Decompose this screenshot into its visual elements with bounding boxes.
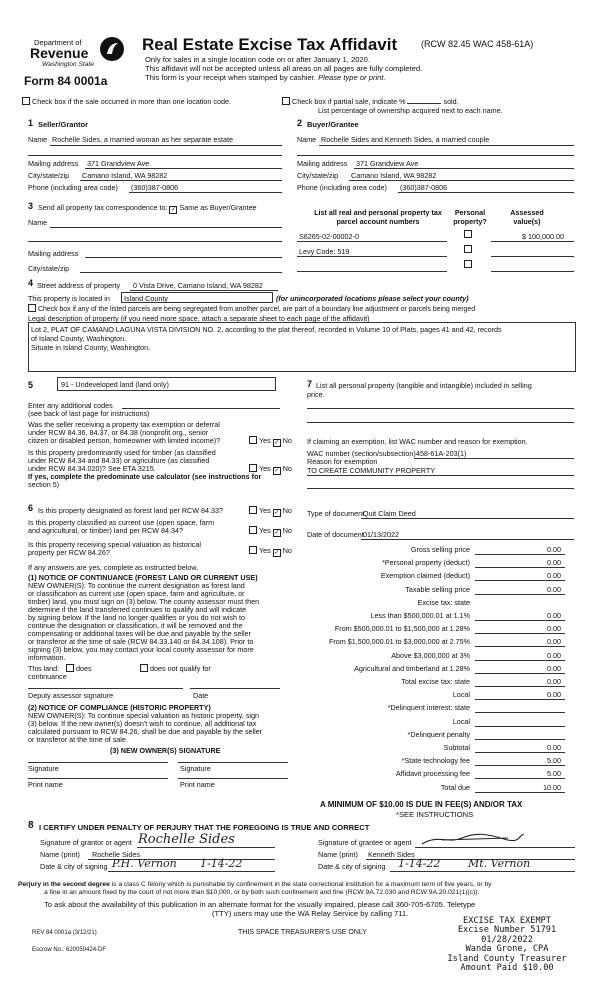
notice-1-line: continue the designation or classification, it will be removed and the xyxy=(28,621,243,630)
notice-1-line: timber) land, you must sign on (3) below. The county assessor must then xyxy=(28,597,260,606)
grantor-name-label: Name (print) xyxy=(40,850,80,859)
tax-row-label: *Delinquent penalty xyxy=(407,729,470,739)
seller-mail-label: Mailing address xyxy=(28,159,79,168)
historic-yes-no[interactable]: Yes ✓ No xyxy=(249,546,292,557)
land-use-value: 91 - Undeveloped land (land only) xyxy=(61,380,169,389)
timber-q-2: under RCW 84.34 and 84.33) or agriculture (as classified xyxy=(28,456,210,465)
header-note-1: Only for sales in a single location code on or after January 1, 2020. xyxy=(145,55,370,64)
codes-label-1: Enter any additional codes xyxy=(28,401,113,410)
timber-yes-no[interactable]: Yes ✓ No xyxy=(249,464,292,475)
tax-row-label: Affidavit processing fee xyxy=(395,769,470,779)
grantor-sig-label: Signature of grantor or agent xyxy=(40,838,132,847)
tax-row-label: *Personal property (deduct) xyxy=(382,558,470,568)
section-5-number: 5 xyxy=(28,380,34,390)
parcel-number[interactable]: Levy Code: 519 xyxy=(299,247,350,256)
assessed-value[interactable]: $ 100,000.00 xyxy=(522,232,564,241)
grantee-signature-scribble[interactable] xyxy=(418,830,528,848)
tax-row-label: Total excise tax: state xyxy=(401,677,470,686)
stamp-line: 01/28/2022 xyxy=(481,934,533,945)
section-2-number: 2 xyxy=(297,118,303,128)
tax-row-rule xyxy=(475,752,565,753)
tax-row-label: *State technology fee xyxy=(401,756,470,766)
timber-q-5: section 5) xyxy=(28,480,60,489)
notice-2-line: or transferor at the time of sale. xyxy=(28,735,128,744)
section-1-number: 1 xyxy=(28,118,34,128)
tax-row-label: Total due xyxy=(440,782,470,792)
section-7-text-2: price. xyxy=(307,390,325,399)
tax-row-label: Agricultural and timberland at 1.28% xyxy=(354,663,470,673)
tax-row-value[interactable]: 5.00 xyxy=(547,769,561,779)
tax-row-rule xyxy=(475,739,565,740)
form-statute: (RCW 82.45 WAC 458-61A) xyxy=(421,39,534,49)
treasurer-use: THIS SPACE TREASURER'S USE ONLY xyxy=(238,929,367,936)
tax-row-rule xyxy=(475,633,565,634)
section-7-number: 7 xyxy=(307,379,313,389)
perjury-line-3: To ask about the availability of this publication in an alternate format for the visually impaired, please call 360-705-6705. Teletype xyxy=(44,900,476,909)
tax-row-value[interactable]: 0.00 xyxy=(547,584,561,594)
tax-row-value[interactable]: 0.00 xyxy=(547,624,561,634)
continuance-label: continuance xyxy=(28,672,67,681)
escrow-number: Escrow No.: 620050424-DF xyxy=(32,947,107,953)
codes-label-2: (see back of last page for instructions) xyxy=(28,409,150,418)
tax-row-label: Gross selling price xyxy=(410,545,470,554)
tax-row-rule xyxy=(475,673,565,674)
perjury-line-1: Perjury in the second degree is a class C felony which is punishable by confinement in the state correctional institution for a maximum term of five years, or by xyxy=(18,881,492,888)
tax-row-value[interactable]: 5.00 xyxy=(547,756,561,766)
this-land-label: This land: xyxy=(28,664,60,673)
tax-row-rule xyxy=(475,594,565,595)
does-not-checkbox[interactable]: does not qualify for xyxy=(140,664,211,673)
tax-row-value[interactable]: 0.00 xyxy=(547,690,561,700)
forest-question: Is this property designated as forest land per RCW 84.33? xyxy=(38,506,223,515)
doc-type-label: Type of document xyxy=(307,509,365,518)
stamp-line: Amount Paid $10.00 xyxy=(460,963,554,974)
correspondence-line: Send all property tax correspondence to: ✓ Same as Buyer/Grantee xyxy=(38,203,257,213)
reason-value[interactable]: TO CREATE COMMUNITY PROPERTY xyxy=(307,466,436,475)
grantor-date[interactable]: 1-14-22 xyxy=(200,857,243,870)
grantor-date-label: Date & city of signing xyxy=(40,862,108,871)
county-value: Island County xyxy=(124,294,168,303)
deputy-sig-label: Deputy assessor signature xyxy=(28,691,114,700)
personal-header: Personal property? xyxy=(453,208,487,226)
tax-row-rule xyxy=(475,554,565,555)
grantor-city[interactable]: P.H. Vernon xyxy=(112,857,177,870)
timber-q-3: under RCW 84.34.020)? See ETA 3215. xyxy=(28,464,156,473)
tax-row-rule xyxy=(475,620,565,621)
tax-row-label: Less than $500,000.01 at 1.1% xyxy=(370,611,470,620)
notice-2-line: NEW OWNER(S): To continue special valuation as historic property, sign xyxy=(28,711,260,720)
notice-1-line: by signing below. If the land no longer qualifies or you do not wish to xyxy=(28,613,245,622)
tax-row-label: Exemption claimed (deduct) xyxy=(380,571,470,581)
tax-row-rule xyxy=(475,765,565,766)
legal-line-1: Lot 2, PLAT OF CAMANO LAGUNA VISTA DIVISION NO. 2, according to the plat thereof, recorded in Volume 10 of Plats, pages 41 and 42, records xyxy=(31,325,502,334)
perjury-line-4: (TTY) users may use the WA Relay Service by calling 711. xyxy=(212,909,409,918)
tax-row-label: Local xyxy=(452,690,470,700)
notice-2-line: calculated pursuant to RCW 84.26, shall be due and payable by the seller xyxy=(28,727,263,736)
timber-q-4: If yes, complete the predominate use calculator (see instructions for xyxy=(28,472,262,481)
dept-line: Department of xyxy=(34,38,82,47)
tax-row-value[interactable]: 0.00 xyxy=(547,677,561,686)
tax-row-label: Local xyxy=(452,716,470,726)
parcel-number[interactable]: S6265-02-00002-0 xyxy=(299,232,359,241)
buyer-phone-label: Phone (including area code) xyxy=(297,183,387,192)
buyer-phone[interactable]: (360)387-0806 xyxy=(400,183,448,192)
seller-phone[interactable]: (360)387-0806 xyxy=(131,183,179,192)
street-address[interactable]: 0 Vista Drive, Camano Island, WA 98282 xyxy=(133,281,263,290)
county-select[interactable] xyxy=(121,292,273,303)
seller-name-label: Name xyxy=(28,135,48,144)
exempt-yes-no[interactable]: Yes ✓ No xyxy=(249,436,292,447)
county-note: (for unincorporated locations please select your county) xyxy=(276,294,469,303)
header-note-2: This affidavit will not be accepted unless all areas on all pages are fully completed. xyxy=(145,64,423,73)
same-as-checkbox[interactable]: ✓ xyxy=(170,207,176,213)
perjury-line-2: a fine in an amount fixed by the court of not more than $10,000, or by both such confinement and fine (RCW 9A.72.030 and RCW 9A.20.021(1)(c)). xyxy=(44,889,480,896)
corr-mail-label: Mailing address xyxy=(28,249,79,258)
current-use-q-2: and agricultural, or timber) land per RCW 84.34? xyxy=(28,526,184,535)
notice-2-line: (3) below. If the new owner(s) doesn't wish to continue, all additional tax xyxy=(28,719,257,728)
tax-row-rule xyxy=(475,686,565,687)
notice-1-line: NEW OWNER(S): To continue the current designation as forest land xyxy=(28,581,245,590)
stamp-line: Wanda Grone, CPA xyxy=(465,944,549,955)
notice-1-line: signing (3) below, you may contact your local county assessor for more xyxy=(28,645,254,654)
tax-row-value[interactable]: 0.00 xyxy=(547,571,561,581)
buyer-mail[interactable]: 371 Grandview Ave xyxy=(356,159,419,168)
doc-date-label: Date of document xyxy=(307,530,364,539)
segregated-checkbox[interactable]: Check box if any of the listed parcels are being segregated from another parcel, are part of a boundary line adjustment or parcels being merged xyxy=(28,304,475,313)
seller-mail[interactable]: 371 Grandview Ave xyxy=(87,159,150,168)
street-address-label: Street address of property xyxy=(37,281,121,290)
notice-1-title: (1) NOTICE OF CONTINUANCE (FOREST LAND OR CURRENT USE) xyxy=(28,573,258,582)
buyer-city[interactable]: Camano Island, WA 98282 xyxy=(351,171,437,180)
personal-checkbox[interactable] xyxy=(464,245,472,253)
tax-row-value[interactable]: 0.00 xyxy=(547,545,561,554)
stamp-line: Island County Treasurer xyxy=(447,953,567,964)
washington-state: Washington State xyxy=(42,61,94,68)
personal-checkbox[interactable] xyxy=(464,230,472,238)
forest-yes-no[interactable]: Yes ✓ No xyxy=(249,506,292,517)
tax-row-label: From $1,500,000.01 to $3,000,000 at 2.75% xyxy=(328,637,470,647)
timber-q-1: Is this property predominantly used for timber (as classified xyxy=(28,448,216,457)
form-number: Form 84 0001a xyxy=(24,74,108,88)
grantee-date[interactable]: 1-14-22 xyxy=(398,857,441,870)
legal-description-box[interactable] xyxy=(28,322,576,372)
revenue-logo-icon xyxy=(99,36,125,62)
notice-1-line: or classification as current use (open space, farm and agriculture, or xyxy=(28,589,245,598)
checkbox-icon xyxy=(282,97,290,105)
wac-label: WAC number (section/subsection) xyxy=(307,449,416,458)
tax-row-rule xyxy=(475,792,565,793)
exempt-q-1: Was the seller receiving a property tax exemption or deferral xyxy=(28,420,220,429)
grantee-name[interactable]: Kenneth Sides xyxy=(368,850,415,859)
current-use-yes-no[interactable]: Yes ✓ No xyxy=(249,526,292,537)
buyer-city-label: City/state/zip xyxy=(297,171,339,180)
new-owner-sig-label: Signature xyxy=(28,764,59,773)
tax-row-value[interactable]: 0.00 xyxy=(547,650,561,660)
notice-1-line: information. xyxy=(28,653,66,662)
tax-row-rule xyxy=(475,660,565,661)
tax-row-value[interactable]: 0.00 xyxy=(547,558,561,568)
grantee-date-label: Date & city of signing xyxy=(318,862,386,871)
notice-1-line: or transferor at the time of sale (RCW 84.33.140 or 84.34.108). Prior to xyxy=(28,637,254,646)
tax-row-label: Subtotal xyxy=(443,743,470,752)
grantee-name-label: Name (print) xyxy=(318,850,358,859)
checkbox-icon xyxy=(22,97,30,105)
exempt-q-3: citizen or disabled person, homeowner with limited income)? xyxy=(28,436,221,445)
assessed-header: Assessed value(s) xyxy=(510,208,544,226)
tax-row-rule xyxy=(475,567,565,568)
certify-text: I CERTIFY UNDER PENALTY OF PERJURY THAT THE FOREGOING IS TRUE AND CORRECT xyxy=(39,823,370,832)
seller-name[interactable]: Rochelle Sides, a married woman as her separate estate xyxy=(52,135,233,144)
deputy-date-label: Date xyxy=(193,691,209,700)
tax-row-label: *Delinquent interest: state xyxy=(387,703,470,713)
legal-line-3: Situate in Island County, Washington. xyxy=(31,343,151,352)
seller-city-label: City/state/zip xyxy=(28,171,70,180)
revenue-wordmark: Revenue xyxy=(30,45,89,61)
tax-row-value[interactable]: 10.00 xyxy=(543,782,561,792)
tax-row-value[interactable]: 0.00 xyxy=(547,637,561,647)
stamp-line: Excise Number 51791 xyxy=(457,925,557,936)
historic-q-1: Is this property receiving special valuation as historical xyxy=(28,540,201,549)
partial-sale-checkbox[interactable]: Check box if partial sale, indicate % sold. xyxy=(282,97,459,106)
section-4-number: 4 xyxy=(28,278,34,288)
claim-label: If claiming an exemption, list WAC number and reason for exemption. xyxy=(307,437,528,446)
tax-row-rule xyxy=(475,726,565,727)
checkbox-icon xyxy=(28,304,36,312)
new-owner-print-label: Print name xyxy=(28,780,63,789)
historic-q-2: property per RCW 84.26? xyxy=(28,548,110,557)
buyer-name-label: Name xyxy=(297,135,317,144)
does-checkbox[interactable]: does xyxy=(66,664,92,673)
section-7-text-1: List all personal property (tangible and intangible) included in selling xyxy=(316,381,532,390)
tax-row-value[interactable]: 0.00 xyxy=(547,611,561,620)
minimum-notice: A MINIMUM OF $10.00 IS DUE IN FEE(S) AND/OR TAX xyxy=(320,800,523,809)
answers-note: If any answers are yes, complete as instructed below. xyxy=(28,563,199,572)
current-use-q-1: Is this property classified as current use (open space, farm xyxy=(28,518,215,527)
form-title: Real Estate Excise Tax Affidavit xyxy=(142,35,398,54)
land-use-select[interactable] xyxy=(57,377,276,391)
multi-location-checkbox[interactable]: Check box if the sale occurred in more than one location code. xyxy=(22,97,231,106)
reason-label: Reason for exemption xyxy=(307,457,378,466)
buyer-mail-label: Mailing address xyxy=(297,159,348,168)
section-8-number: 8 xyxy=(28,820,34,831)
tax-row-value[interactable]: 0.00 xyxy=(547,743,561,752)
legal-line-2: of Island County, Washington. xyxy=(31,334,127,343)
tax-row-rule xyxy=(475,712,565,713)
notice-1-line: determine if the land transferred continues to qualify and will indicate xyxy=(28,605,247,614)
parcel-header: List all real and personal property tax parcel account numbers xyxy=(314,208,442,226)
corr-city-label: City/state/zip xyxy=(28,264,70,273)
corr-name-label: Name xyxy=(28,218,48,227)
buyer-heading: Buyer/Grantee xyxy=(307,120,359,129)
tax-row-rule xyxy=(475,646,565,647)
tax-row-label: Excise tax: state xyxy=(417,597,470,607)
tax-row-label: Above $3,000,000 at 3% xyxy=(391,650,470,660)
seller-city[interactable]: Camano Island, WA 98282 xyxy=(82,171,168,180)
seller-heading: Seller/Grantor xyxy=(38,120,89,129)
tax-row-label: From $500,000.01 to $1,500,000 at 1.28% xyxy=(334,624,470,634)
partial-sale-note: List percentage of ownership acquired next to each name. xyxy=(318,106,503,115)
doc-type-value[interactable]: Quit Claim Deed xyxy=(363,509,416,518)
rev-number: REV 84 0001a (3/12/21) xyxy=(32,930,97,936)
notice-3-title: (3) NEW OWNER(S) SIGNATURE xyxy=(110,746,221,755)
grantor-signature[interactable]: Rochelle Sides xyxy=(138,832,235,847)
stamp-line: EXCISE TAX EXEMPT xyxy=(463,916,551,926)
grantee-city[interactable]: Mt. Vernon xyxy=(468,857,531,870)
notice-2-title: (2) NOTICE OF COMPLIANCE (HISTORIC PROPERTY) xyxy=(28,703,211,712)
wac-number[interactable]: 458-61A-203(1) xyxy=(416,449,467,458)
exempt-q-2: under RCW 84.36, 84.37, or 84.38 (nonprofit org., senior xyxy=(28,428,209,437)
tax-row-rule xyxy=(475,699,565,700)
see-instructions: *SEE INSTRUCTIONS xyxy=(396,810,474,819)
treasurer-stamp xyxy=(432,917,582,973)
grantor-name[interactable]: Rochelle Sides xyxy=(92,850,140,859)
tax-row-label: Taxable selling price xyxy=(405,584,470,594)
tax-row-rule xyxy=(475,778,565,779)
tax-row-rule xyxy=(475,580,565,581)
section-3-number: 3 xyxy=(28,201,34,211)
header-note-3: This form is your receipt when stamped by cashier. Please type or print. xyxy=(145,73,386,82)
personal-checkbox[interactable] xyxy=(464,260,472,268)
new-owner-print-label: Print name xyxy=(180,780,215,789)
doc-date-value[interactable]: 01/13/2022 xyxy=(363,530,399,539)
notice-1-line: compensating or additional taxes will be due and payable by the seller xyxy=(28,629,251,638)
legal-label: Legal description of property (if you need more space, attach a separate sheet to each page of the affidavit) xyxy=(28,314,370,323)
section-6-number: 6 xyxy=(28,503,34,513)
located-label: This property is located in xyxy=(28,294,110,303)
tax-row-value[interactable]: 0.00 xyxy=(547,663,561,673)
buyer-name[interactable]: Rochelle Sides and Kenneth Sides, a married couple xyxy=(321,135,490,144)
seller-phone-label: Phone (including area code) xyxy=(28,183,118,192)
new-owner-sig-label: Signature xyxy=(180,764,211,773)
grantee-sig-label: Signature of grantee or agent xyxy=(318,838,412,847)
